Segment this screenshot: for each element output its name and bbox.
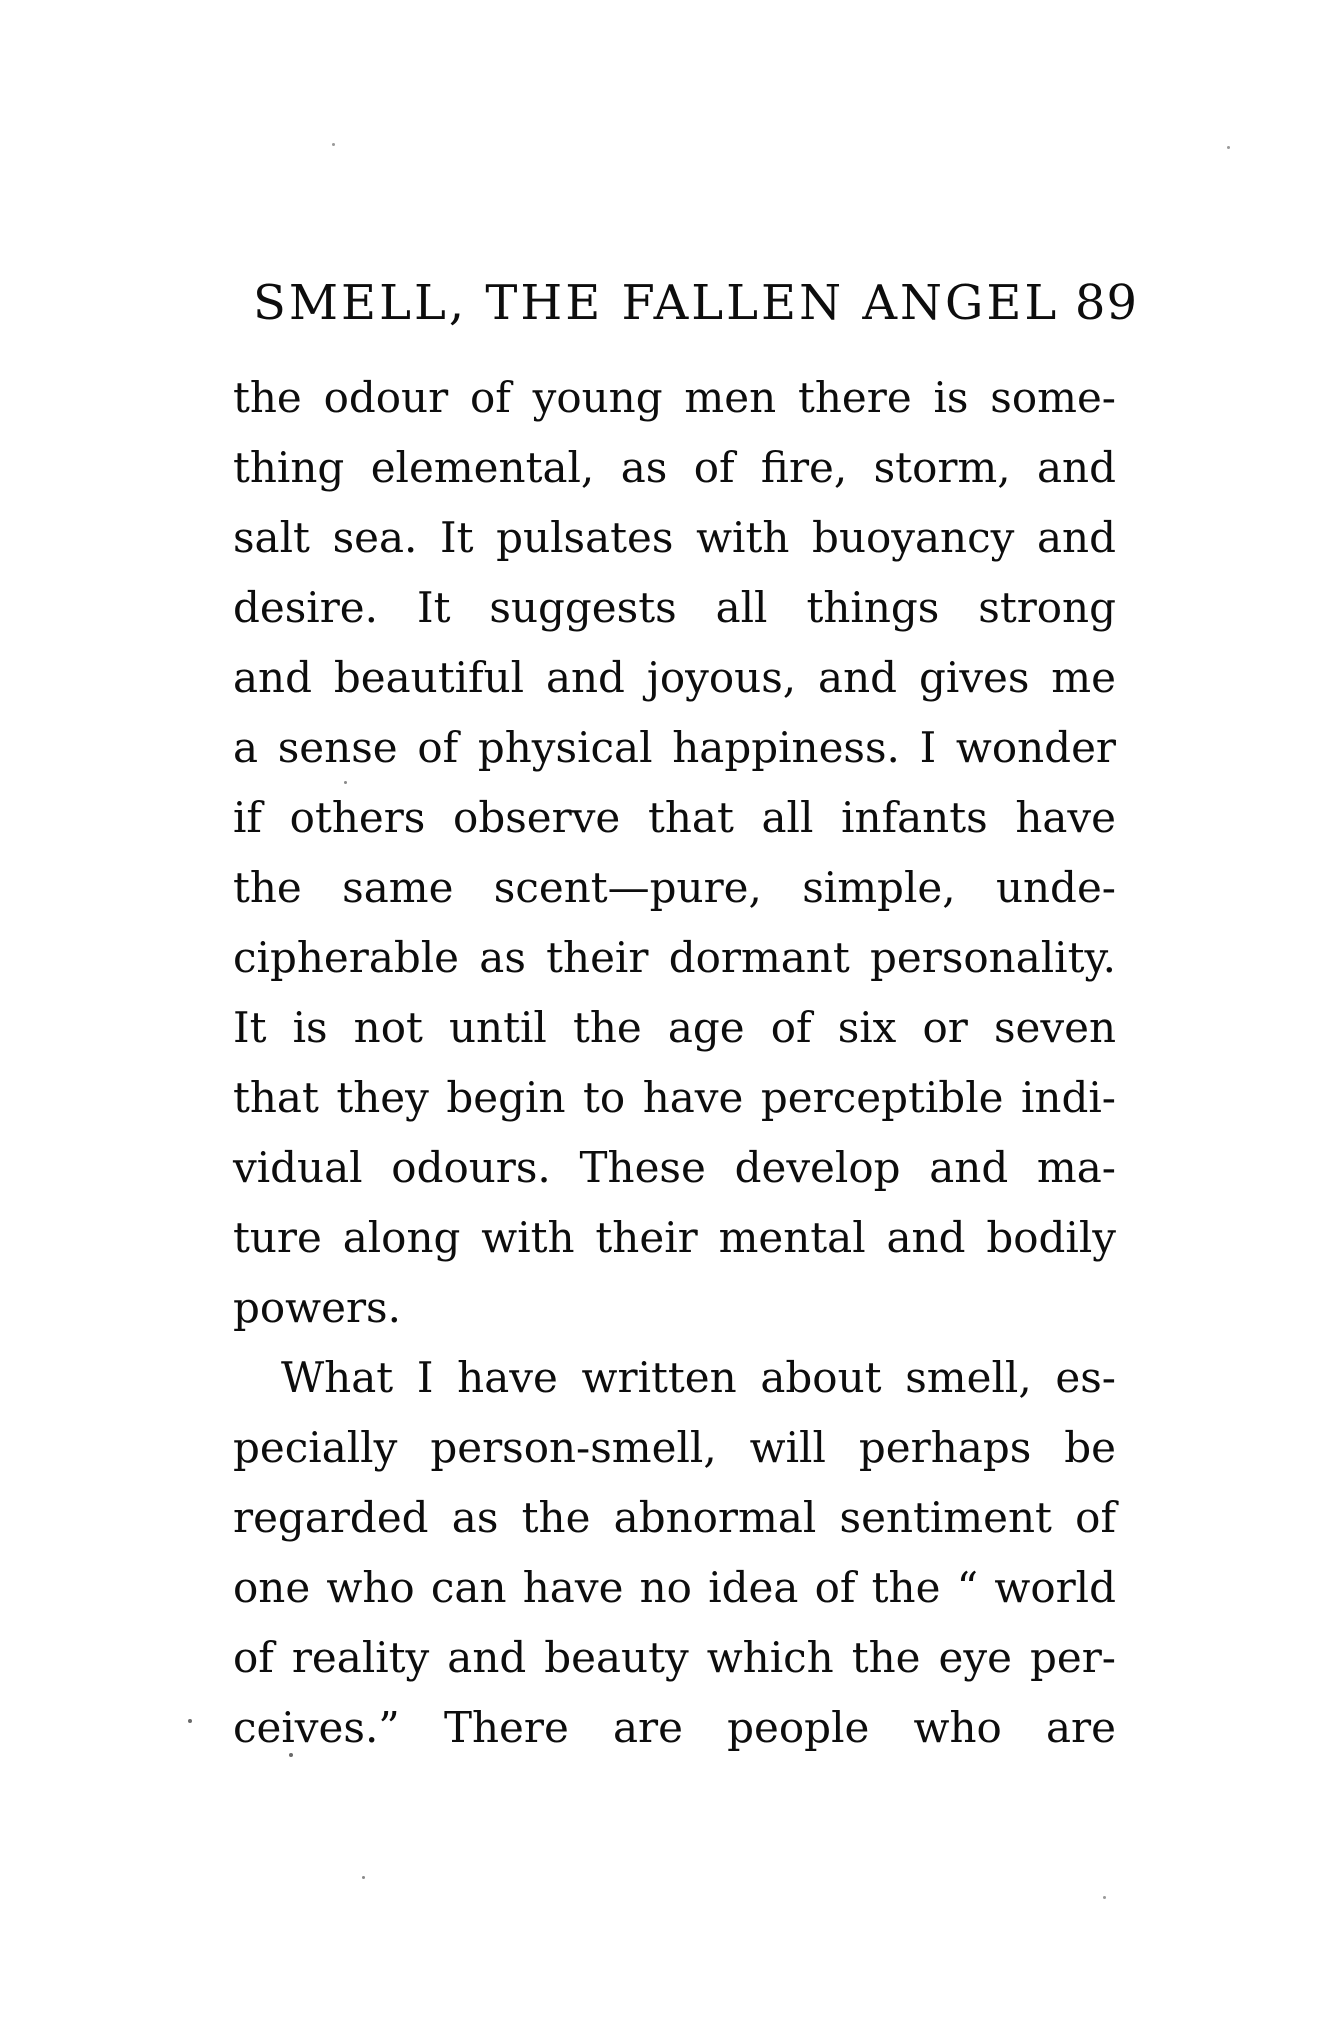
body-text-line-paragraph-start: What I have written about smell, es- <box>281 1353 1116 1402</box>
body-text-line: a sense of physical happiness. I wonder <box>233 723 1116 772</box>
body-text-line: cipherable as their dormant personality. <box>233 933 1116 982</box>
body-text-line: ceives.” There are people who are <box>233 1703 1116 1752</box>
body-text-line: the same scent—pure, simple, unde- <box>233 863 1116 912</box>
page-text-block <box>233 363 1116 1763</box>
body-text-line: salt sea. It pulsates with buoyancy and <box>233 513 1116 562</box>
body-text-line: It is not until the age of six or seven <box>233 1003 1116 1052</box>
running-header <box>253 276 1138 331</box>
body-text-line: vidual odours. These develop and ma- <box>233 1143 1116 1192</box>
body-text-line: that they begin to have perceptible indi- <box>233 1073 1116 1122</box>
scan-speck <box>362 1876 365 1879</box>
running-header-title: SMELL, THE FALLEN ANGEL <box>253 275 1060 331</box>
body-text-line: if others observe that all infants have <box>233 793 1116 842</box>
scan-speck <box>1227 146 1230 149</box>
body-text-line: thing elemental, as of fire, storm, and <box>233 443 1116 492</box>
scan-speck <box>344 781 347 784</box>
body-text-line: one who can have no idea of the “ world <box>233 1563 1116 1612</box>
scan-speck <box>188 1719 192 1723</box>
scan-speck <box>289 1753 293 1757</box>
page-number: 89 <box>1074 275 1138 331</box>
body-text-line: ture along with their mental and bodily <box>233 1213 1116 1262</box>
body-text-line: regarded as the abnormal sentiment of <box>233 1493 1116 1542</box>
scan-speck <box>332 143 335 146</box>
body-text-line: the odour of young men there is some- <box>233 373 1116 422</box>
body-text-line: and beautiful and joyous, and gives me <box>233 653 1116 702</box>
scan-speck <box>1103 1896 1106 1899</box>
body-text-line: pecially person-smell, will perhaps be <box>233 1423 1116 1472</box>
body-text-line: of reality and beauty which the eye per- <box>233 1633 1116 1682</box>
body-text-line: desire. It suggests all things strong <box>233 583 1116 632</box>
body-text-line-paragraph-end: powers. <box>233 1283 401 1332</box>
